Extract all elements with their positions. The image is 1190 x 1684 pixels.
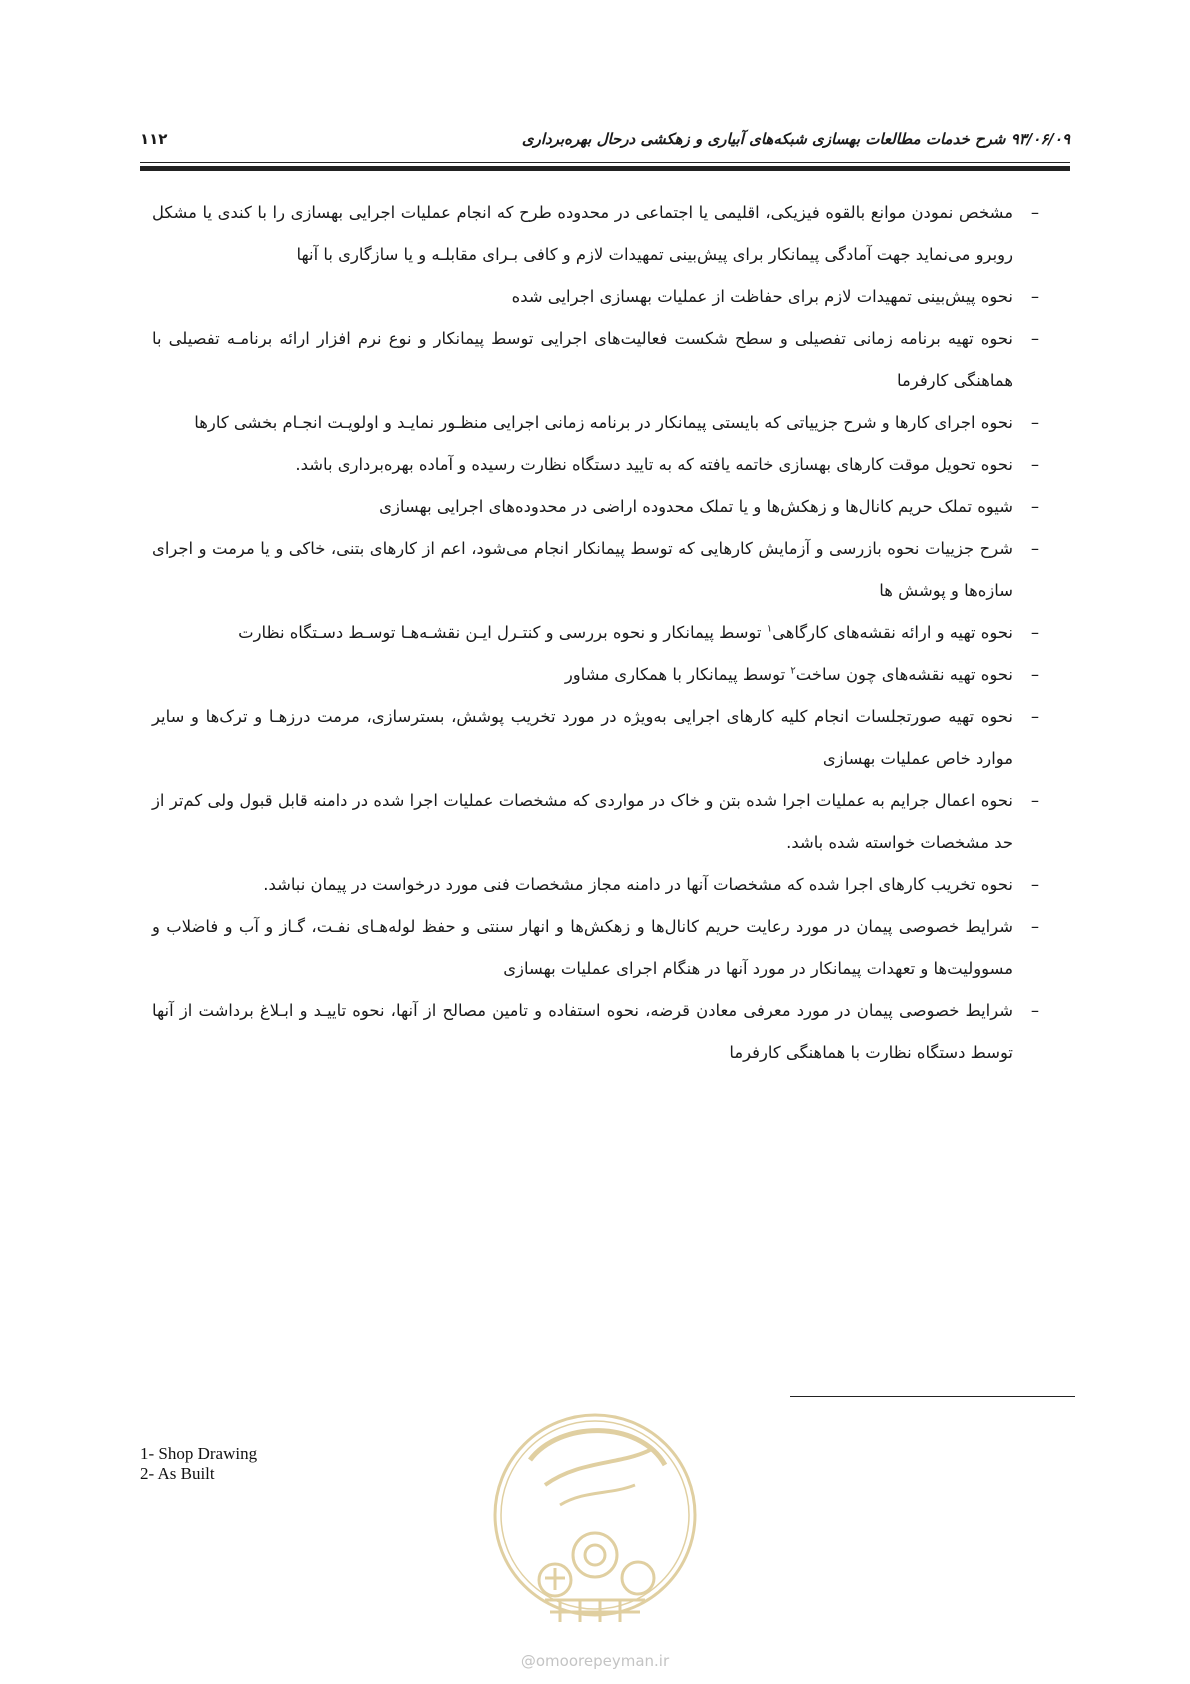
page-header xyxy=(140,130,1070,154)
list-item xyxy=(152,864,1045,906)
page-number: ۱۱۲ xyxy=(140,130,168,148)
running-header-title: ۹۳/۰۶/۰۹ شرح خدمات مطالعات بهسازی شبکه‌های آبیاری و زهکشی درحال بهره‌برداری xyxy=(521,130,1070,148)
bullet-dash: – xyxy=(1030,203,1040,222)
list-item xyxy=(152,696,1045,780)
list-item-text-start: نحوه تهیه و ارائه نقشه‌های کارگاهی xyxy=(772,623,1013,642)
list-item-text: شیوه تملک حریم کانال‌ها و زهکش‌ها و یا تملک محدوده اراضی در محدوده‌های اجرایی بهسازی xyxy=(379,497,1013,516)
list-item xyxy=(152,402,1045,444)
list-item-text-start: نحوه تهیه نقشه‌های چون ساخت xyxy=(795,665,1013,684)
bullet-dash: – xyxy=(1030,875,1040,894)
bullet-dash: – xyxy=(1030,791,1040,810)
bullet-dash: – xyxy=(1030,497,1040,516)
seal-watermark-icon xyxy=(490,1390,700,1640)
list-item xyxy=(152,654,1045,696)
list-item-text: نحوه پیش‌بینی تمهیدات لازم برای حفاظت از عملیات بهسازی اجرایی شده xyxy=(511,287,1013,306)
bullet-dash: – xyxy=(1030,917,1040,936)
bullet-dash: – xyxy=(1030,413,1040,432)
list-item xyxy=(152,318,1045,402)
list-item xyxy=(152,444,1045,486)
footnote-2: 2- As Built xyxy=(140,1464,215,1483)
footnote-ref-1: ۱ xyxy=(766,623,773,635)
list-item xyxy=(152,906,1045,990)
list-item xyxy=(152,528,1045,612)
watermark-url: @omoorepeyman.ir xyxy=(520,1652,670,1670)
list-item xyxy=(152,780,1045,864)
list-item-text: نحوه تهیه برنامه زمانی تفصیلی و سطح شکست فعالیت‌های اجرایی توسط پیمانکار و نوع نرم افزار ارائه برنامـه تفصیلی با هماهنگی کارفرما xyxy=(152,329,1013,390)
requirements-list xyxy=(152,192,1045,1074)
bullet-dash: – xyxy=(1030,665,1040,684)
footnote-1: 1- Shop Drawing xyxy=(140,1444,258,1463)
list-item xyxy=(152,486,1045,528)
footnote-ref-2: ۲ xyxy=(790,665,796,677)
list-item-text: نحوه اعمال جرایم به عملیات اجرا شده بتن و خاک در مواردی که مشخصات عملیات اجرا شده در دامنه قابل قبول ولی کم‌تر از حد مشخصات خواسته شده باشد. xyxy=(152,791,1013,852)
list-item-text: شرایط خصوصی پیمان در مورد رعایت حریم کانال‌ها و زهکش‌ها و انهار سنتی و حفظ لوله‌هـای نفـت، گـاز و آب و فاضلاب و مسوولیت‌ها و تعهدات پیمانکار در مورد آنها در هنگام اجرای عملیات بهسازی xyxy=(152,917,1013,978)
footnote-separator xyxy=(790,1396,1075,1397)
header-rule-thin xyxy=(140,162,1070,163)
list-item xyxy=(152,276,1045,318)
bullet-dash: – xyxy=(1030,287,1040,306)
footnotes xyxy=(140,1444,257,1484)
bullet-dash: – xyxy=(1030,707,1040,726)
bullet-dash: – xyxy=(1030,329,1040,348)
list-item-text: نحوه تحویل موقت کارهای بهسازی خاتمه یافته که به تایید دستگاه نظارت رسیده و آماده بهره‌برداری باشد. xyxy=(295,455,1013,474)
bullet-dash: – xyxy=(1030,1001,1040,1020)
list-item-text: نحوه اجرای کارها و شرح جزییاتی که بایستی پیمانکار در برنامه زمانی اجرایی منظـور نمایـد و اولویـت انجـام بخشی کارها xyxy=(194,413,1013,432)
list-item-text: شرایط خصوصی پیمان در مورد معرفی معادن قرضه، نحوه استفاده و تامین مصالح از آنها، نحوه تاییـد و ابـلاغ برداشت از آنها توسط دستگاه نظارت با هماهنگی کارفرما xyxy=(152,1001,1013,1062)
bullet-dash: – xyxy=(1030,623,1040,642)
list-item-text-end: توسط پیمانکار با همکاری مشاور xyxy=(564,665,791,684)
bullet-dash: – xyxy=(1030,455,1040,474)
list-item-text: شرح جزییات نحوه بازرسی و آزمایش کارهایی که توسط پیمانکار انجام می‌شود، اعم از کارهای بتنی، خاکی و یا مرمت و اجرای سازه‌ها و پوشش ها xyxy=(152,539,1013,600)
header-rule-thick xyxy=(140,166,1070,171)
list-item xyxy=(152,192,1045,276)
list-item xyxy=(152,612,1045,654)
list-item xyxy=(152,990,1045,1074)
bullet-dash: – xyxy=(1030,539,1040,558)
list-item-text: نحوه تخریب کارهای اجرا شده که مشخصات آنها در دامنه مجاز مشخصات فنی مورد درخواست در پیمان نباشد. xyxy=(263,875,1013,894)
list-item-text-end: توسط پیمانکار و نحوه بررسی و کنتـرل ایـن نقشـه‌هـا توسـط دسـتگاه نظارت xyxy=(238,623,767,642)
list-item-text: نحوه تهیه صورتجلسات انجام کلیه کارهای اجرایی به‌ویژه در مورد تخریب پوشش، بسترسازی، مرمت درزهـا و ترک‌ها و سایر موارد خاص عملیات بهسازی xyxy=(152,707,1013,768)
list-item-text: مشخص نمودن موانع بالقوه فیزیکی، اقلیمی یا اجتماعی در محدوده طرح که انجام عملیات اجرایی بهسازی را با کندی یا مشکل روبرو می‌نماید جهت آمادگی پیمانکار برای پیش‌بینی تمهیدات لازم و کافی بـرای مقابلـه و یا سازگاری با آنها xyxy=(152,203,1013,264)
